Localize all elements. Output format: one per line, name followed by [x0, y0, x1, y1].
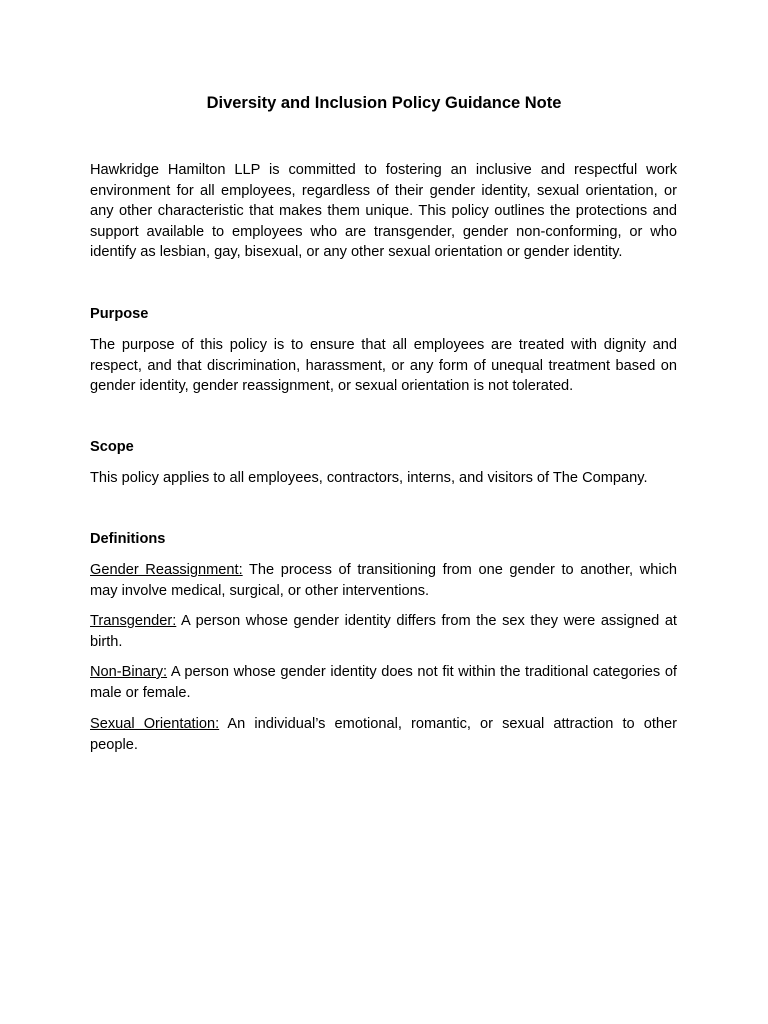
definition-term: Non-Binary: [90, 664, 168, 680]
purpose-heading: Purpose [90, 306, 149, 322]
definition-text: The process of transitioning from one gender to another, which may involve medical, surgical, or other interventions. [90, 562, 677, 599]
definition-term: Gender Reassignment: [90, 562, 243, 578]
definition-term: Sexual Orientation: [90, 716, 220, 732]
definition-item-sexual-orientation [90, 714, 677, 755]
scope-paragraph: This policy applies to all employees, contractors, interns, and visitors of The Company. [90, 470, 648, 486]
definition-item-non-binary [90, 662, 677, 703]
definition-term: Transgender: [90, 613, 177, 629]
scope-heading: Scope [90, 439, 134, 455]
definition-item-gender-reassignment [90, 560, 677, 601]
definition-text: An individual’s emotional, romantic, or sexual attraction to other people. [90, 716, 677, 753]
definition-text: A person whose gender identity does not fit within the traditional categories of male or female. [90, 664, 677, 701]
purpose-paragraph: The purpose of this policy is to ensure that all employees are treated with dignity and respect, and that discrimination, harassment, or any form of unequal treatment based on gender identity, gender reassignment, or sexual orientation is not tolerated. [90, 337, 677, 394]
definition-item-transgender [90, 611, 677, 652]
definitions-heading: Definitions [90, 531, 166, 547]
intro-paragraph: Hawkridge Hamilton LLP is committed to fostering an inclusive and respectful work environment for all employees, regardless of their gender identity, sexual orientation, or any other characteristic that makes them unique. This policy outlines the protections and support available to employees who are transgender, gender non-conforming, or who identify as lesbian, gay, bisexual, or any other sexual orientation or gender identity. [90, 162, 677, 260]
definition-text: A person whose gender identity differs from the sex they were assigned at birth. [90, 613, 677, 650]
document-title: Diversity and Inclusion Policy Guidance Note [206, 94, 562, 112]
